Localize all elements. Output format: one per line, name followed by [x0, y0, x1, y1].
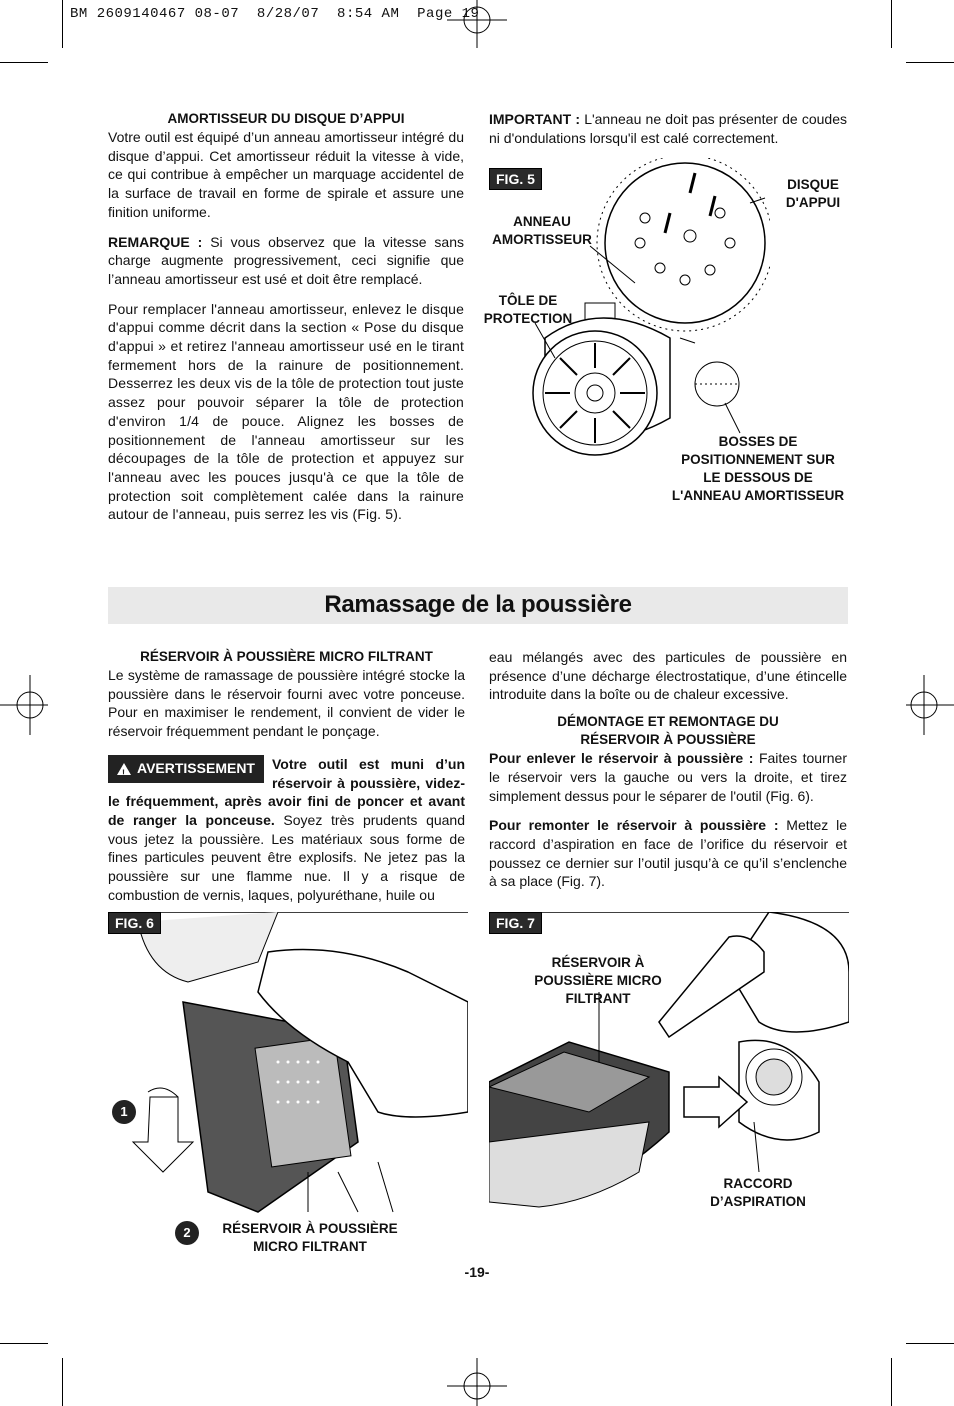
fig7-tag: FIG. 7 [489, 912, 542, 934]
fig6-label-reservoir: RÉSERVOIR À POUSSIÈRE MICRO FILTRANT [222, 1221, 398, 1254]
fig5-label-bosses: BOSSES DE POSITIONNEMENT SUR LE DESSOUS DE L'ANNEAU AMORTISSEUR [671, 434, 845, 503]
fig5-label-tole: TÔLE DE PROTECTION [483, 293, 573, 326]
heading-demontage-2: RÉSERVOIR À POUSSIÈRE [580, 732, 756, 748]
warning-badge: ! AVERTISSEMENT [108, 755, 264, 783]
slug-line: BM 2609140467 08-07 8/28/07 8:54 AM Page 19 [70, 6, 480, 22]
paragraph-refit: Pour remonter le réservoir à poussière : Mettez le raccord d’aspiration en face de l’orifice du réservoir et poussez ce dernier sur l’outil jusqu’à ce qu’il s’enclenche à sa place (Fig. 7). [489, 817, 847, 890]
fig5-label-anneau: ANNEAU AMORTISSEUR [492, 214, 592, 247]
crop-mark [891, 0, 892, 48]
paragraph-remarque: REMARQUE : Si vous observez que la vitesse sans charge augmente progressivement, ceci signifie que l’anneau amortisseur est usé et doit être remplacé. [108, 233, 464, 287]
paragraph: Pour remplacer l'anneau amortisseur, enlevez le disque d'appui comme décrit dans la section « Pose du disque d'appui » et retirez l'anneau amortisseur usé en le tirant fermement hors de la rainure de positionnement. Desserrez les deux vis de la tôle de protection tout juste assez pour pouvoir séparer la tôle de protection d'environ 1/4 de pouce. Alignez les bosses de positionnement de l'anneau amortisseur sur les découpages de la tôle de protection et appuyez sur l'anneau avec les pouces jusqu'à ce que la tôle de protection soit complètement calée dans la rainure autour de l'anneau, puis serrez les vis (Fig. 5). [108, 300, 464, 523]
registration-mark-left [0, 675, 50, 735]
heading-reservoir: RÉSERVOIR À POUSSIÈRE MICRO FILTRANT [140, 649, 433, 664]
fig5-label-disque: DISQUE D'APPUI [785, 177, 841, 210]
column-top-right [489, 110, 847, 158]
fig6-step-1: 1 [112, 1100, 136, 1124]
crop-mark [891, 1358, 892, 1406]
registration-mark-top [447, 0, 507, 50]
page-number: -19- [464, 1264, 490, 1280]
paragraph: Le système de ramassage de poussière intégré stocke la poussière dans le réservoir fourni avec votre ponceuse. Pour en maximiser le rendement, il convient de vider le réservoir fréquemment pendant le ponçage. [108, 667, 465, 740]
fig6-step-2: 2 [175, 1221, 199, 1245]
paragraph-important: IMPORTANT : L'anneau ne doit pas présenter de coudes ni d'ondulations lorsqu'il est calé correctement. [489, 111, 847, 146]
fig5-tag: FIG. 5 [489, 168, 542, 190]
paragraph: Votre outil est équipé d’un anneau amortisseur intégré du disque d’appui. Cet amortisseur réduit la vitesse à vide, ce qui contribue à empêcher un marquage accidentel de la surface de travail en forme de spirale et assure une finition uniforme. [108, 129, 464, 220]
crop-mark [0, 62, 48, 63]
fig6-illustration [108, 912, 468, 1232]
registration-mark-bottom [447, 1356, 507, 1406]
column-bottom-left [108, 648, 465, 915]
section-banner [108, 587, 848, 624]
section-title: Ramassage de la poussière [324, 591, 632, 618]
fig7-label-reservoir: RÉSERVOIR À POUSSIÈRE MICRO FILTRANT [534, 955, 662, 1006]
warning-triangle-icon [117, 763, 131, 775]
paragraph-remove: Pour enlever le réservoir à poussière : Faites tourner le réservoir vers la gauche ou vers la droite, et tirez simplement dessus pour le séparer de l'outil (Fig. 6). [489, 750, 847, 804]
heading-demontage-1: DÉMONTAGE ET REMONTAGE DU [557, 714, 779, 730]
crop-mark [906, 62, 954, 63]
registration-mark-right [904, 675, 954, 735]
column-bottom-right [489, 648, 847, 902]
crop-mark [0, 1343, 48, 1344]
heading-amortisseur: AMORTISSEUR DU DISQUE D’APPUI [167, 111, 405, 126]
crop-mark [62, 1358, 63, 1406]
paragraph: eau mélangés avec des particules de poussière en présence d’une décharge électrostatique, d’une étincelle introduite dans la boîte ou de chaleur excessive. [489, 649, 847, 703]
fig6-tag: FIG. 6 [108, 912, 161, 934]
crop-mark [62, 0, 63, 48]
crop-mark [906, 1343, 954, 1344]
column-top-left [108, 110, 464, 535]
warning-paragraph: ! AVERTISSEMENT Votre outil est muni d’un réservoir à poussière, videz-le fréquemment, après avoir fini de poncer et avant de ranger la ponceuse. Soyez très prudents quand vous jetez la poussière. Les matériaux sous forme de fines particules peuvent être explosifs. Ne jetez pas la poussière sur une flamme nue. Il y a risque de combustion de vernis, laques, polyuréthane, huile ou [108, 755, 465, 905]
fig7-label-raccord: RACCORD D’ASPIRATION [710, 1176, 806, 1209]
